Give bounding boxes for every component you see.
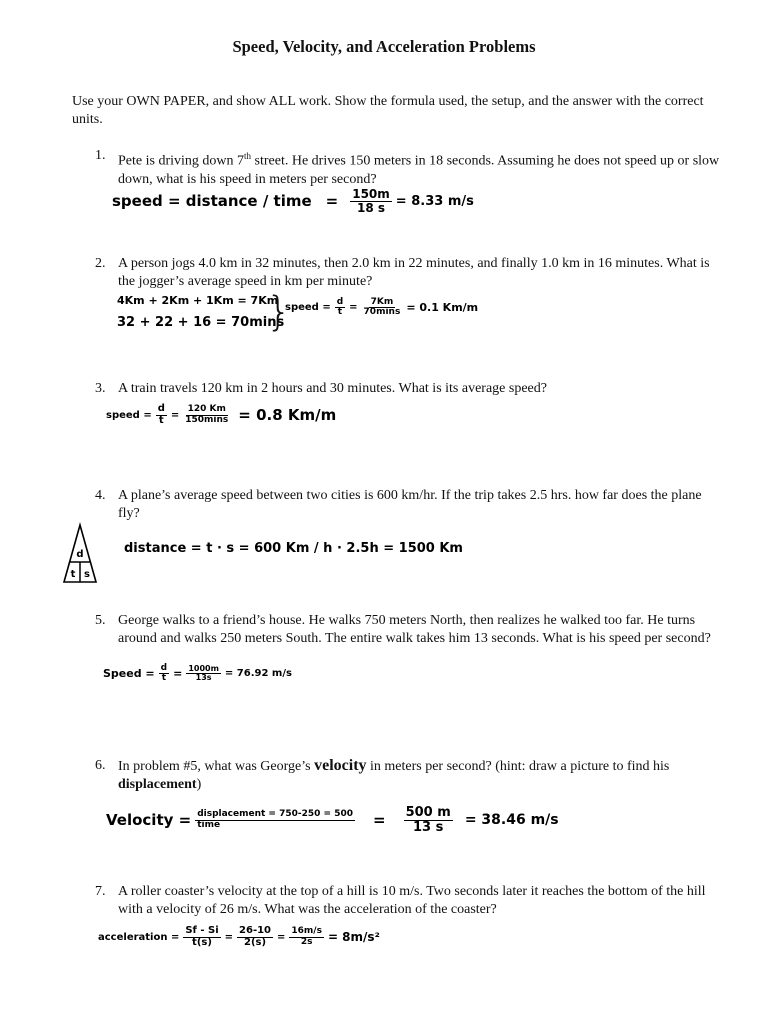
- question-text: A person jogs 4.0 km in 32 minutes, then 2.0 km in 22 minutes, and finally 1.0 km in 16 minutes. What is the jogger’s average speed in km per minute?: [118, 256, 710, 289]
- answer-5-handwriting: Speed = $\frac{d}{t}$ = $\frac{1000m}{13s}$ = 76.92 m/s: [103, 663, 292, 684]
- answer-2-sum-time: 32 + 22 + 16 = 70mins: [117, 315, 285, 330]
- answer-1-handwriting: speed = distance / time = $\frac{150m}{18 s}$ = 8.33 m/s: [112, 187, 474, 215]
- question-number: 7.: [95, 884, 106, 899]
- question-text: In problem #5, what was George’s velocity in meters per second? (hint: draw a picture to find his displacement): [118, 757, 670, 792]
- answer-6-handwriting: Velocity = $\frac{\text{displacement = 750-250 = 500}}{\text{time}}$ = $\frac{500 m}{13 s}$ = 38.46 m/s: [106, 805, 559, 835]
- question-number: 6.: [95, 758, 106, 773]
- answer: = 38.46 m/s: [464, 812, 559, 829]
- question-6: [95, 757, 725, 794]
- question-text: George walks to a friend’s house. He walks 750 meters North, then realizes he walked too far. He turns around and walks 250 meters South. The entire walk takes him 13 seconds. What is his speed per second?: [118, 613, 711, 646]
- brace: }: [266, 289, 292, 335]
- answer-3-handwriting: speed = $\frac{d}{t}$ = $\frac{120 Km}{150\min s}$ = 0.8 Km/m: [106, 403, 337, 426]
- answer: = 8.33 m/s: [395, 193, 474, 209]
- question-1: [95, 147, 725, 189]
- triangle-t-label: t: [70, 569, 76, 580]
- triangle-s-label: s: [84, 569, 90, 580]
- question-5: [95, 612, 725, 648]
- question-text: Pete is driving down 7th street. He drives 150 meters in 18 seconds. Assuming he does not speed up or slow down, what is his speed in meters per second?: [118, 151, 720, 187]
- page-title: Speed, Velocity, and Acceleration Problems: [232, 37, 536, 56]
- instructions: Use your OWN PAPER, and show ALL work. Show the formula used, the setup, and the answer with the correct units.: [72, 94, 704, 127]
- question-text: A roller coaster’s velocity at the top of a hill is 10 m/s. Two seconds later it reaches the bottom of the hill with a velocity of 26 m/s. What was the acceleration of the coaster?: [118, 884, 706, 917]
- question-number: 5.: [95, 613, 106, 628]
- question-3: [95, 380, 725, 398]
- answer: = 0.1 Km/m: [406, 301, 479, 315]
- answer-2-handwriting: speed = $\frac{d}{t}$ = $\frac{7Km}{70\min s}$ = 0.1 Km/m: [285, 297, 479, 318]
- question-number: 1.: [95, 148, 106, 163]
- question-4: [95, 487, 725, 523]
- question-text: A plane’s average speed between two cities is 600 km/hr. If the trip takes 2.5 hrs. how far does the plane fly?: [118, 488, 702, 521]
- answer: = 8m/s²: [327, 930, 380, 944]
- fraction: $\frac{150m}{18 s}$: [352, 187, 390, 215]
- displacement-term: displacement: [118, 777, 197, 792]
- question-number: 4.: [95, 488, 106, 503]
- question-2: [95, 255, 725, 291]
- dts-triangle-diagram: [60, 522, 100, 586]
- answer: = 76.92 m/s: [224, 668, 292, 680]
- answer: = 0.8 Km/m: [238, 406, 337, 424]
- question-number: 2.: [95, 256, 106, 271]
- formula: speed = distance / time: [112, 192, 312, 211]
- question-number: 3.: [95, 381, 106, 396]
- velocity-term: velocity: [314, 757, 367, 774]
- triangle-d-label: d: [76, 549, 84, 560]
- question-text: A train travels 120 km in 2 hours and 30 minutes. What is its average speed?: [118, 381, 547, 396]
- answer-4-handwriting: distance = t · s = 600 Km / h · 2.5h = 1500 Km: [124, 541, 463, 556]
- answer-2-sum-distance: 4Km + 2Km + 1Km = 7Km: [117, 294, 279, 307]
- answer-7-handwriting: acceleration = $\frac{Sf - Si}{t(s)}$ = $\frac{26-10}{2(s)}$ = $\frac{16m/s}{2s}$ = 8m/s²: [98, 925, 380, 948]
- question-7: [95, 883, 725, 919]
